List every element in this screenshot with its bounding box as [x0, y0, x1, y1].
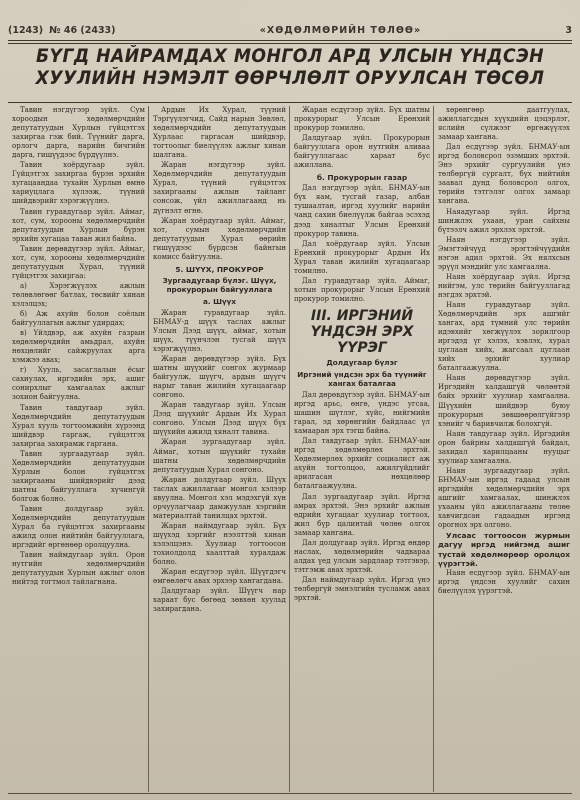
article-paragraph: Наян есдүгээр зүйл. БНМАУ-ын иргэд үндсэн хуулийг сахин биелүүлэх үүрэгтэй. [438, 568, 570, 596]
article-paragraph: Наян зургаадугаар зүйл. БНМАУ-ын иргэд гадаад улсын иргэдийн хөдөлмөрчдийн эрх ашгийг хамгаалах, шинжлэх ухааны үйл ажиллагааны төлөө хавчигдсан гадаадын иргэнд орогнох эрх олгоно. [438, 466, 570, 530]
article-paragraph: Жаран наймдугаар зүйл. Бүх шүүхэд хэргийг нээлттэй хянан хэлэлцэнэ. Хуулиар тогтоосон тохиолдолд хаалттай хуралдаж болно. [153, 521, 286, 567]
article-paragraph: б) Аж ахуйн болон соёлын байгууллагын ажлыг удирдах; [12, 310, 145, 328]
article-paragraph: Тавин тавдугаар зүйл. Хөдөлмөрчдийн депутатуудын Хурал хууль тогтоомжийн хүрээнд шийдвэр гаргаж, гүйцэтгэх захиргаа захирамж гаргана. [12, 403, 145, 448]
article-paragraph: Жаран гуравдугаар зүйл. БНМАУ-д шүүх таслах ажлыг Улсын Дээд шүүх, аймаг, хотын шүүх, түүнчлэн тусгай шүүх хэрэгжүүлнэ. [153, 308, 286, 353]
article-paragraph: Дал долдугаар зүйл. Иргэд өндөр наслах, хөдөлмөрийн чадвараа алдах үед улсын зардлаар тэтгэвэр, тэтгэмж авах эрхтэй. [294, 538, 430, 574]
article-paragraph: в) Үйлдвэр, аж ахуйн газрын хөдөлмөрчдийн амьдрал, ахуйн нөхцөлийг сайжруулах арга хэмжээ авах; [12, 329, 145, 365]
headline-line-1: БҮГД НАЙРАМДАХ МОНГОЛ АРД УЛСЫН ҮНДСЭН [35, 46, 545, 67]
corner-mark: (1243) [8, 24, 44, 36]
footer-rule [8, 793, 572, 794]
article-paragraph: Наян гуравдугаар зүйл. Хөдөлмөрчдийн эрх ашгийг хангах, ард түмний улс төрийн идэвхийг хөгжүүлэх зорилгоор иргэдэд үг хэлэх, хэвлэх, хурал цуглаан хийх, жагсаал цуглаан хийх эрхийг хуулиар баталгаажуулна. [438, 300, 570, 373]
article-paragraph: Тавин гуравдугаар зүйл. Аймаг, хот, сум, хорооны хөдөлмөрчдийн депутатуудын Хурлын бүрэн эрхийн хугацаа таван жил байна. [12, 207, 145, 243]
article-paragraph: Дал гуравдугаар зүйл. Аймаг, хотын прокурорыг Улсын Ерөнхий прокурор томилно. [294, 276, 430, 303]
chapter-title: Долдугаар бүлэг [326, 357, 398, 367]
emphasis-paragraph: Улсаас тогтоосон журмын дагуу иргэд нийгэмд ашиг тустай хөдөлмөрөөр оролцох үүрэгтэй. [438, 531, 570, 568]
issue-info [8, 25, 116, 36]
article-paragraph: Жаран есдүгээр зүйл. Шүүгдэгч өмгөөлөгч авах эрхээр хангагдана. [153, 568, 286, 586]
article-paragraph: Далдугаар зүйл. Шүүгч нар хараат бус бөгөөд зөвхөн хуульд захирагдана. [153, 587, 286, 614]
article-paragraph: Жаран долдугаар зүйл. Шүүх таслах ажиллагааг монгол хэлээр явуулна. Монгол хэл мэдэхгүй хүн орчуулагчаар дамжуулан хэргийн материалтай танилцах эрхтэй. [153, 475, 286, 520]
article-paragraph: Жаран дөрөвдүгээр зүйл. Бүх шатны шүүхийг сонгох журмаар байгуулж, шүүгч, ардын шүүгч нарыг таван жилийн хугацаагаар сонгоно. [153, 355, 286, 400]
paper-name: «ХӨДӨЛМӨРИЙН ТӨЛӨӨ» [259, 24, 422, 36]
section-title: 5. ШҮҮХ, ПРОКУРОР [175, 264, 264, 274]
page-header [8, 22, 572, 38]
article-paragraph: Тавин нэгдүгээр зүйл. Сум хороодын хөдөлмөрчдийн депутатуудын Хурлын гүйцэтгэх захиргаа гэж бий. Түүнийг дарга, орлогч дарга, нарийн бичгийн дарга, гишүүдээс бүрдүүлнэ. [12, 106, 145, 160]
article-paragraph: Дал наймдугаар зүйл. Иргэд үнэ төлбөргүй эмнэлгийн тусламж авах эрхтэй. [294, 575, 430, 603]
headline-line-2: ХУУЛИЙН НЭМЭЛТ ӨӨРЧЛӨЛТ ОРУУЛСАН ТӨСӨЛ [35, 68, 545, 89]
page-headline [10, 46, 570, 102]
text-column-1 [12, 106, 145, 792]
text-column-3 [294, 106, 430, 792]
article-paragraph: Тавин долдугаар зүйл. Хөдөлмөрчдийн депутатуудын Хурал ба гүйцэтгэх захиргааны ажилд олон нийтийн байгууллага, иргэдийг өргөнөөр оролцуулна. [12, 505, 145, 550]
article-paragraph: Дал зургаадугаар зүйл. Иргэд амрах эрхтэй. Энэ эрхийг ажлын өдрийн хугацааг хуулиар тогтоох, жил бүр цалинтай чөлөө олгох замаар хангана. [294, 492, 430, 537]
issue-number: № 46 (2433) [49, 24, 116, 36]
article-paragraph: Тавин зургаадугаар зүйл. Хөдөлмөрчдийн депутатуудын Хурлын болон гүйцэтгэх захиргааны шийдвэрийг дээд шатны байгууллага хүчингүй болгож болно. [12, 449, 145, 503]
text-column-2 [153, 106, 286, 792]
article-paragraph: а) Хэрэгжүүлэх ажлын төлөвлөгөөг батлах, төсвийг хянан хэлэлцэх; [12, 281, 145, 308]
article-paragraph: Жаран есдүгээр зүйл. Бүх шатны прокурорыг Улсын Ерөнхий прокурор томилно. [294, 106, 430, 133]
header-rule-thin [8, 43, 572, 44]
article-paragraph: Дал нэгдүгээр зүйл. БНМАУ-ын бүх яам, тусгай газар, албан тушаалтан, иргэд хуулийг нарийн чанд сахин биелүүлж байгаа эсэхэд дээд хяналтыг Улсын Ерөнхий прокурор тавина. [294, 184, 430, 238]
article-paragraph: Тавин наймдугаар зүйл. Орон нутгийн хөдөлмөрчдийн депутатуудын Хурлын ажлыг олон нийтэд тогтмол тайлагнана. [12, 551, 145, 587]
column-divider [148, 106, 149, 792]
article-paragraph: Тавин дөрөвдүгээр зүйл. Аймаг, хот, сум, хорооны хөдөлмөрчдийн депутатуудын Хурал, түүний гүйцэтгэх захиргаа: [12, 244, 145, 280]
text-column-4 [438, 106, 570, 792]
article-paragraph: Дал есдүгээр зүйл. БНМАУ-ын иргэд боловсрол эзэмших эрхтэй. Энэ эрхийг сургуулийн үнэ төлбөргүй сургалт, бүх нийтийн заавал дунд боловсрол олгох, төрийн тэтгэлэг олгох замаар хангана. [438, 143, 570, 206]
column-divider [289, 106, 290, 792]
page-number: 3 [565, 24, 572, 36]
article-paragraph: Далдугаар зүйл. Прокурорын байгууллага орон нутгийн аливаа байгууллагаас хараат бус ажиллана. [294, 134, 430, 170]
article-paragraph: Дал тавдугаар зүйл. БНМАУ-ын иргэд хөдөлмөрлөх эрхтэй. Хөдөлмөрлөх эрхийг социалист аж ахуйн тогтолцоо, ажилгүйдлийг арилгасан нөхцөлөөр баталгаажуулна. [294, 437, 430, 491]
chapter-subtitle: Иргэний үндсэн эрх ба түүнийг хангах баталгаа [297, 369, 427, 388]
headline-rule [8, 102, 572, 103]
article-paragraph: Жаран хоёрдугаар зүйл. Аймаг, хот, сумын хөдөлмөрчдийн депутатуудын Хурал өөрийн гишүүдээс бүрдсэн байнгын комисс байгуулна. [153, 216, 286, 261]
chapter-title: Зургаадугаар бүлэг. Шүүх, прокурорын байгууллага [162, 275, 277, 294]
article-paragraph: Наяадугаар зүйл. Иргэд шинжлэх ухаан, уран сайхны бүтээлч ажил эрхлэх эрхтэй. [438, 207, 570, 234]
header-rule [8, 40, 572, 41]
article-paragraph: Жаран нэгдүгээр зүйл. Хөдөлмөрчдийн депутатуудын Хурал, түүний гүйцэтгэх захиргааны ажлын тайланг сонсож, үйл ажиллагаанд нь дүгнэлт өгнө. [153, 161, 286, 215]
article-paragraph: Наян тавдугаар зүйл. Иргэдийн орон байрны халдашгүй байдал, захидал харилцааны нууцыг хуулиар хамгаална. [438, 429, 570, 465]
part-heading: III. ИРГЭНИЙ ҮНДСЭН ЭРХ ҮҮРЭГ [310, 307, 414, 356]
article-paragraph: Жаран тавдугаар зүйл. Улсын Дээд шүүхийг Ардын Их Хурал сонгоно. Улсын Дээд шүүх бүх шүүхийн ажилд хяналт тавина. [153, 401, 286, 437]
article-paragraph: Тавин хоёрдугаар зүйл. Гүйцэтгэх захиргаа бүрэн эрхийн хугацаандаа тухайн Хурлын өмнө хариуцлага хүлээж, түүний шийдвэрийг хэрэгжүүлнэ. [12, 161, 145, 206]
article-paragraph: Наян хоёрдугаар зүйл. Иргэд нийгэм, улс төрийн байгууллагад нэгдэх эрхтэй. [438, 272, 570, 299]
article-paragraph: Наян нэгдүгээр зүйл. Эмэгтэйчүүд эрэгтэйчүүдийн нэгэн адил эрхтэй. Эх нялхсын эрүүл мэндийг улс хамгаална. [438, 235, 570, 271]
article-paragraph: Наян дөрөвдүгээр зүйл. Иргэдийн халдашгүй чөлөөтэй байх эрхийг хуулиар хамгаална. Шүүхийн шийдвэр буюу прокурорын зөвшөөрөлгүйгээр хэнийг ч баривчилж болохгүй. [438, 374, 570, 428]
article-paragraph: Жаран зургаадугаар зүйл. Аймаг, хотын шүүхийг тухайн шатны хөдөлмөрчдийн депутатуудын Хурал сонгоно. [153, 438, 286, 474]
article-paragraph: Ардын Их Хурал, түүний Тэргүүлэгчид, Сайд нарын Зөвлөл, хөдөлмөрчдийн депутатуудын Хурлаас гаргасан шийдвэр, тогтоолыг биелүүлэх ажлыг хянан шалгана. [153, 106, 286, 160]
article-paragraph: г) Хууль, засаглалын ёсыг сахиулах, иргэдийн эрх, ашиг сонирхлыг хамгаалах ажлыг зохион байгуулна. [12, 366, 145, 402]
article-paragraph: хөрөнгөөр даатгуулах, ажиллагсдын хүүхдийн цэцэрлэг, яслийн сүлжээг өргөжүүлэх замаар хангана. [438, 106, 570, 142]
article-paragraph: Дал хоёрдугаар зүйл. Улсын Ерөнхий прокурорыг Ардын Их Хурал таван жилийн хугацаагаар томилно. [294, 239, 430, 275]
column-divider [433, 106, 434, 792]
section-title: б. Прокурорын газар [316, 173, 408, 183]
subsection-title: а. Шүүх [203, 296, 236, 306]
article-paragraph: Дал дөрөвдүгээр зүйл. БНМАУ-ын иргэд арьс, өнгө, үндэс угсаа, шашин шүтлэг, хүйс, нийгмийн гарал, эд хөрөнгийн байдлаас үл хамааран эрх тэгш байна. [294, 390, 430, 436]
